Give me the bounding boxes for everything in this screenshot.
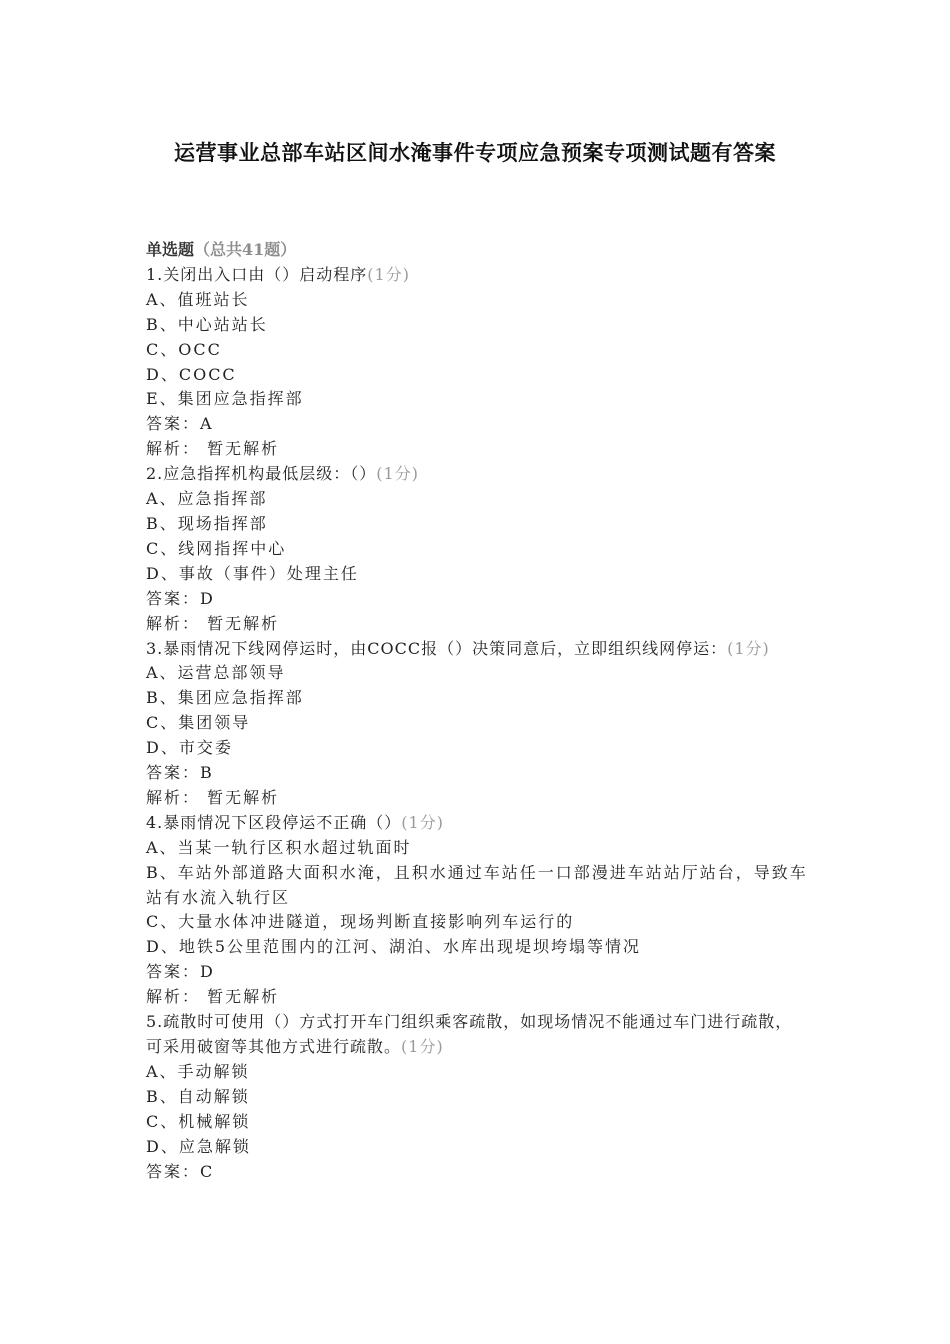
option-d: D、市交委 [146, 738, 233, 758]
answer-line: 答案：D [146, 588, 215, 608]
option-c: C、机械解锁 [146, 1111, 251, 1131]
question-stem [146, 811, 808, 836]
option-c: C、集团领导 [146, 713, 251, 733]
option-b: B、中心站站长 [146, 314, 268, 334]
document-body [146, 238, 808, 1184]
question-4 [146, 811, 808, 1010]
option-b: B、自动解锁 [146, 1086, 250, 1106]
option-d: D、COCC [146, 364, 237, 384]
option-a: A、应急指挥部 [146, 489, 268, 509]
question-score: (1分) [401, 1037, 444, 1056]
question-score: (1分) [727, 638, 770, 658]
answer-line: 答案：D [146, 962, 215, 982]
question-text: 2.应急指挥机构最低层级：（） [146, 464, 377, 484]
question-text: 3.暴雨情况下线网停运时，由COCC报（）决策同意后，立即组织线网停运： [146, 638, 728, 658]
option-d: D、地铁5公里范围内的江河、湖泊、水库出现堤坝垮塌等情况 [146, 937, 642, 957]
option-d: D、事故（事件）处理主任 [146, 563, 359, 583]
section-label: 单选题 [146, 240, 195, 259]
option-c: C、大量水体冲进隧道，现场判断直接影响列车运行的 [146, 912, 575, 932]
question-text: 1.关闭出入口由（）启动程序 [146, 264, 368, 284]
option-a: A、运营总部领导 [146, 663, 286, 683]
question-5 [146, 1010, 808, 1184]
question-score: (1分) [401, 812, 444, 832]
option-d: D、应急解锁 [146, 1136, 251, 1156]
document-title: 运营事业总部车站区间水淹事件专项应急预案专项测试题有答案 [174, 140, 776, 165]
section-count-note: （总共41题） [194, 240, 297, 259]
option-c: C、OCC [146, 339, 222, 359]
option-b: B、车站外部道路大面积水淹，且积水通过车站任一口部漫进车站站厅站台，导致车站有水流入轨行区 [146, 862, 808, 907]
option-b: B、集团应急指挥部 [146, 688, 304, 708]
answer-line: 答案：B [146, 763, 214, 783]
question-stem [146, 462, 808, 487]
option-a: A、当某一轨行区积水超过轨面时 [146, 837, 412, 857]
question-text: 5.疏散时可使用（）方式打开车门组织乘客疏散，如现场情况不能通过车门进行疏散，可采用破窗等其他方式进行疏散。 [146, 1012, 793, 1056]
option-b: B、现场指挥部 [146, 513, 268, 533]
question-stem [146, 263, 808, 288]
question-text: 4.暴雨情况下区段停运不正确（） [146, 812, 402, 832]
answer-line: 答案：A [146, 414, 214, 434]
question-2 [146, 462, 808, 636]
question-stem [146, 637, 808, 662]
section-heading [146, 238, 808, 263]
option-c: C、线网指挥中心 [146, 538, 287, 558]
analysis-line: 解析： 暂无解析 [146, 613, 280, 633]
answer-line: 答案：C [146, 1161, 215, 1181]
analysis-line: 解析： 暂无解析 [146, 987, 280, 1007]
analysis-line: 解析： 暂无解析 [146, 787, 280, 807]
option-a: A、手动解锁 [146, 1061, 250, 1081]
option-e: E、集团应急指挥部 [146, 389, 304, 409]
question-score: (1分) [367, 264, 410, 284]
option-a: A、值班站长 [146, 289, 250, 309]
analysis-line: 解析： 暂无解析 [146, 439, 280, 459]
question-3 [146, 637, 808, 811]
question-stem [146, 1010, 808, 1060]
question-1 [146, 263, 808, 462]
question-score: (1分) [376, 464, 419, 484]
